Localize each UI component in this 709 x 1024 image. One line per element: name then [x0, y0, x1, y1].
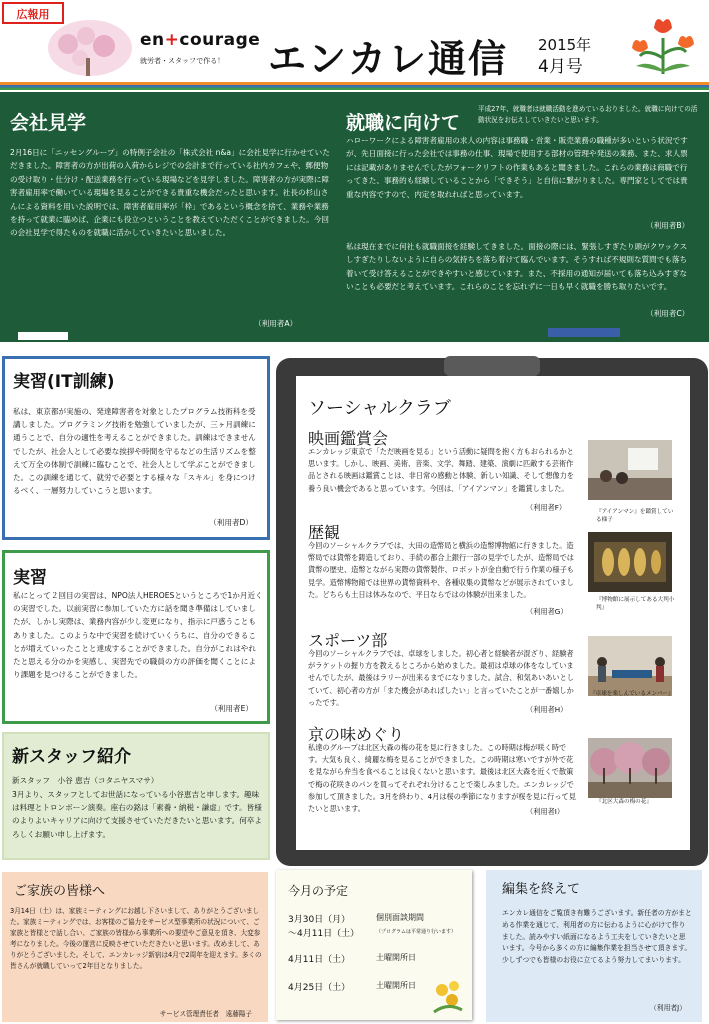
- new-staff-body: 3月より、スタッフとしてお世話になっている小谷恵吉と申します。趣味は料理とトロンボーン演奏。座右の銘は「素養・納税・謙虚」です。皆様のよりよいキャリアに向けて支援させていただきたいと思います。何卒よろしくお願い申し上げます。: [12, 790, 262, 839]
- schedule-event: 土曜開所日: [376, 981, 416, 990]
- issue-number: 4月号: [538, 57, 583, 77]
- club-movie-signature: （利用者F）: [526, 503, 567, 512]
- club-sports-body: 今回のソーシャルクラブでは、卓球をしました。初心者と経験者が混ざり、経験者がラケットの握り方を教えるところから始めました。最初は卓球の体をなしていませんでしたが、最後はラリーが出来るまでになりました。試合、和気あいあいとしていて、初心者の方が「また機会があればしたい」と言っていたことが一番嬉しかったです。: [308, 649, 574, 707]
- movie-photo-caption: 『アイアンマン』を鑑賞している様子: [596, 509, 674, 523]
- job-hunt-title: 就職に向けて: [346, 112, 461, 134]
- club-kyoto-body: 私達のグループは北区大森の梅の花を見に行きました。この時期は梅が咲く時です。大気も良く、綺麗な梅を見ることができました。この時期は寒いですが外で花を見ながら弁当を食べることは良くないと思います。最後は北区大森を近くで散策で梅の花咲きのパンを買ってそれぞれ分けることで楽しみました。エンカレッジで参加して頂きました。3月を終わり、4月は桜の季節になりますが桜を見に行って見たいと思います。: [308, 743, 576, 814]
- chalk-holder: [548, 328, 620, 337]
- club-kyoto-title: 京の味めぐり: [308, 725, 405, 744]
- brand-tagline: 就労者・スタッフで作る！: [140, 57, 225, 65]
- schedule-row: ～4月11日（土）: [288, 929, 360, 939]
- schedule-event: （プログラムは平常通り行います）: [376, 929, 456, 935]
- schedule-event: 個別面談期間: [376, 913, 424, 922]
- schedule-event: 土曜開所日: [376, 953, 416, 962]
- club-sports-signature: （利用者H）: [526, 705, 568, 714]
- it-training-title: 実習(IT訓練): [13, 372, 115, 392]
- it-training-body: 私は、東京都が実施の、発達障害者を対象としたプログラム技術科を受講しました。プログラミング技術を勉強していましたが、三ヶ月訓練に通うことで、自分の適性を考えることができました。訓練はできませんでしたが、社会人として必要な挨拶や時間を守るなどの生活リズムを整えて万全の体制で訓練に臨むことで、社会人として学ぶことができました。この訓練を通じて、就労で必要とする様々な「スキル」を身につけるべく、一層努力していこうと思います。: [13, 407, 256, 496]
- new-staff-title: 新スタッフ紹介: [12, 747, 131, 767]
- social-club-title: ソーシャルクラブ: [308, 398, 451, 419]
- training-body: 私にとって２回目の実習は、NPO法人HEROESというところで1か月近くの実習でした。以前実習に参加していた方に話を聞き準備はしていましたが、しかし実際は、業務内容が少し変更になり、指示に戸惑うこともありました。このような中で実習を続けていくうちに、自分のできることが増えていったことと達成することができました。自分がこれはやれたと思える分のかを実感し、実習先での職員の方の評価を聞くことにより課題を見つけることができました。: [13, 591, 263, 680]
- job-hunt-signature-2: （利用者C）: [646, 309, 690, 318]
- chalk-eraser: [18, 332, 68, 340]
- plum-blossom-photo: [588, 738, 672, 798]
- schedule-row: 4月11日（土）: [288, 955, 351, 965]
- club-kyoto-signature: （利用者I）: [526, 807, 565, 816]
- brand-logo: en+courage: [140, 30, 261, 50]
- schedule-note: [276, 870, 472, 1020]
- club-tour-title: 歴観: [308, 523, 341, 542]
- schedule-row: 3月30日（月）: [288, 915, 351, 925]
- training-box: [2, 550, 270, 724]
- training-title: 実習: [13, 568, 47, 588]
- cherry-blossom-icon: [46, 14, 134, 80]
- clipboard-clip: [444, 356, 540, 376]
- table-tennis-photo: [588, 636, 672, 696]
- job-hunt-body-2: 私は現在までに何社も就職面接を経験してきました。面接の際には、緊張しすぎたり頭がクワックスしすぎたりしないように自らの気持ちを落ち着けて臨んでいます。そうすれば不規則な質問でも落ち着いて受け答えることができやすいと感じています。また、不採用の通知が届いても落ち込みすぎないことも必要だと考えています。これらのことを忘れずに一日も早く就職を勝ち取りたいです。: [346, 242, 688, 292]
- family-title: ご家族の皆様へ: [14, 884, 106, 899]
- tulip-icon: [628, 8, 698, 76]
- issue-year: 2015年: [538, 36, 592, 54]
- flower-sticker-icon: [428, 974, 468, 1014]
- company-visit-signature: （利用者A）: [254, 319, 298, 328]
- club-tour-body: 今回のソーシャルクラブでは、大田の造幣局と横浜の造幣博物館に行きました。造幣局では貨幣を鋳造しており、手続の都合上銀行一部の見学でしたが、造幣局では貨幣の歴史、造幣とながら実際の貨幣製作、ロボットが金自動で行う作業の様子も見学。造幣博物館では世界の貨幣資料や、各種収集の貨幣などが展示されていました。どちらも土日は休みなので、平日ならではの体験が出来ました。: [308, 541, 574, 599]
- public-use-badge: 広報用: [2, 2, 64, 24]
- job-hunt-signature-1: （利用者B）: [646, 221, 690, 230]
- family-box: [2, 872, 268, 1022]
- it-training-box: [2, 356, 270, 540]
- company-visit-title: 会社見学: [10, 112, 87, 134]
- job-hunt-body-1: ハローワークによる障害者雇用の求人の内容は事務職・営業・販売業務の職種が多いという状況ですが、先日面接に行った会社では事務の仕事、現場で使用する部材の管理や発送の業務、また、求人票には記載がありませんでしたがフォークリフトの作業もあると聞きました。これらの業務は商職で行ってきた、事務的も経験していることから「できそう」と自信に繋がりました。専門家としてでは貴重な内容ですので、内定を取れればと思っています。: [346, 136, 688, 199]
- new-staff-box: [2, 732, 270, 860]
- plum-blossom-photo-caption: 『北区大森の梅の花』: [596, 799, 652, 805]
- museum-photo-caption: 『博物館に展示してある大判小判』: [596, 597, 675, 611]
- schedule-row: 4月25日（土）: [288, 983, 351, 993]
- table-tennis-photo-caption: 『卓球を楽しんでいるメンバー』: [590, 691, 674, 697]
- editor-box: [486, 870, 702, 1022]
- family-signature: サービス管理責任者 遠藤陽子: [159, 1010, 252, 1018]
- job-hunt-lead: 平成27年、就職者は就職活動を進めているおりました。就職に向けての活動状況をお伝えしていきたいと思います。: [478, 105, 698, 124]
- club-tour-signature: （利用者G）: [526, 607, 568, 616]
- new-staff-name: 新スタッフ 小谷 恵吉（コタニヤスマサ）: [12, 776, 159, 785]
- family-body: 3月14日（土）は、家族ミーティングにお越し下さいまして、ありがとうございました。家族ミーティングでは、お客様のご協力をサービス型事業所の状況について、ご家族と皆様とで話し合い、ご家族の皆様から事業所への要望やご意見を頂き、大変参考になりました。今後の運営に反映させていただきたいと思います。改めまして、ありがとうございました。そして、エンカレッジ新宿は4月で2周年を迎えます。多くの皆さんが就職していって2年目となりました。: [10, 907, 262, 970]
- club-movie-title: 映画鑑賞会: [308, 429, 389, 448]
- editor-signature: （利用者J）: [650, 1004, 686, 1012]
- club-sports-title: スポーツ部: [308, 631, 388, 650]
- schedule-title: 今月の予定: [288, 884, 349, 898]
- training-signature: （利用者E）: [210, 704, 253, 713]
- editor-title: 編集を終えて: [502, 882, 581, 897]
- editor-body: エンカレ通信をご覧頂き有難うございます。新任者の方がまとめる作業を通じて、利用者の方に伝わるように心がけて作りました。読みやすい紙面になるよう工夫をしていきたいと思います。今号から多くの方に編集作業を担当させて頂きます。少しずつでも皆様のお役に立てるよう努力してまいります。: [502, 909, 692, 965]
- newsletter-title: エンカレ通信: [268, 37, 509, 81]
- club-movie-body: エンカレッジ東京で「ただ映画を見る」という活動に疑問を抱く方もおられるかと思います。しかし、映画、美術、音楽、文学、舞踏、建築、演劇に匹敵する芸術作品とされる映画は鑑賞ことは、非日常の感動と体験、新しい知識、そして想像力を養う良い機会であると思っています。今回は、「アイアンマン」を鑑賞しました。: [308, 447, 574, 493]
- museum-photo: [588, 532, 672, 592]
- it-training-signature: （利用者D）: [209, 518, 253, 527]
- header-stripes: [0, 82, 709, 90]
- movie-photo: [588, 440, 672, 500]
- company-visit-body: 2月16日に「ニッセングループ」の特例子会社の「株式会社 n&a」に会社見学に行かせていただきました。障害者の方が出荷の入荷からレジでの会計まで行っている社内カフェや、郵便物の受け取り・仕分け・配送業務を行っている現場などを見学しました。障害者の方が実際に障害者雇用率で働いている現場を見ることができる貴重な機会だったと思います。社長の杉山さんによる資料を用いた説明では、障害者雇用率が「枠」であるという概念を捨て、業務や業務を持って就業に臨めば、企業にも役立つということを教えていただくことができました。今回の会社見学で得たものを就職に活かしていきたいと思いました。: [10, 148, 330, 238]
